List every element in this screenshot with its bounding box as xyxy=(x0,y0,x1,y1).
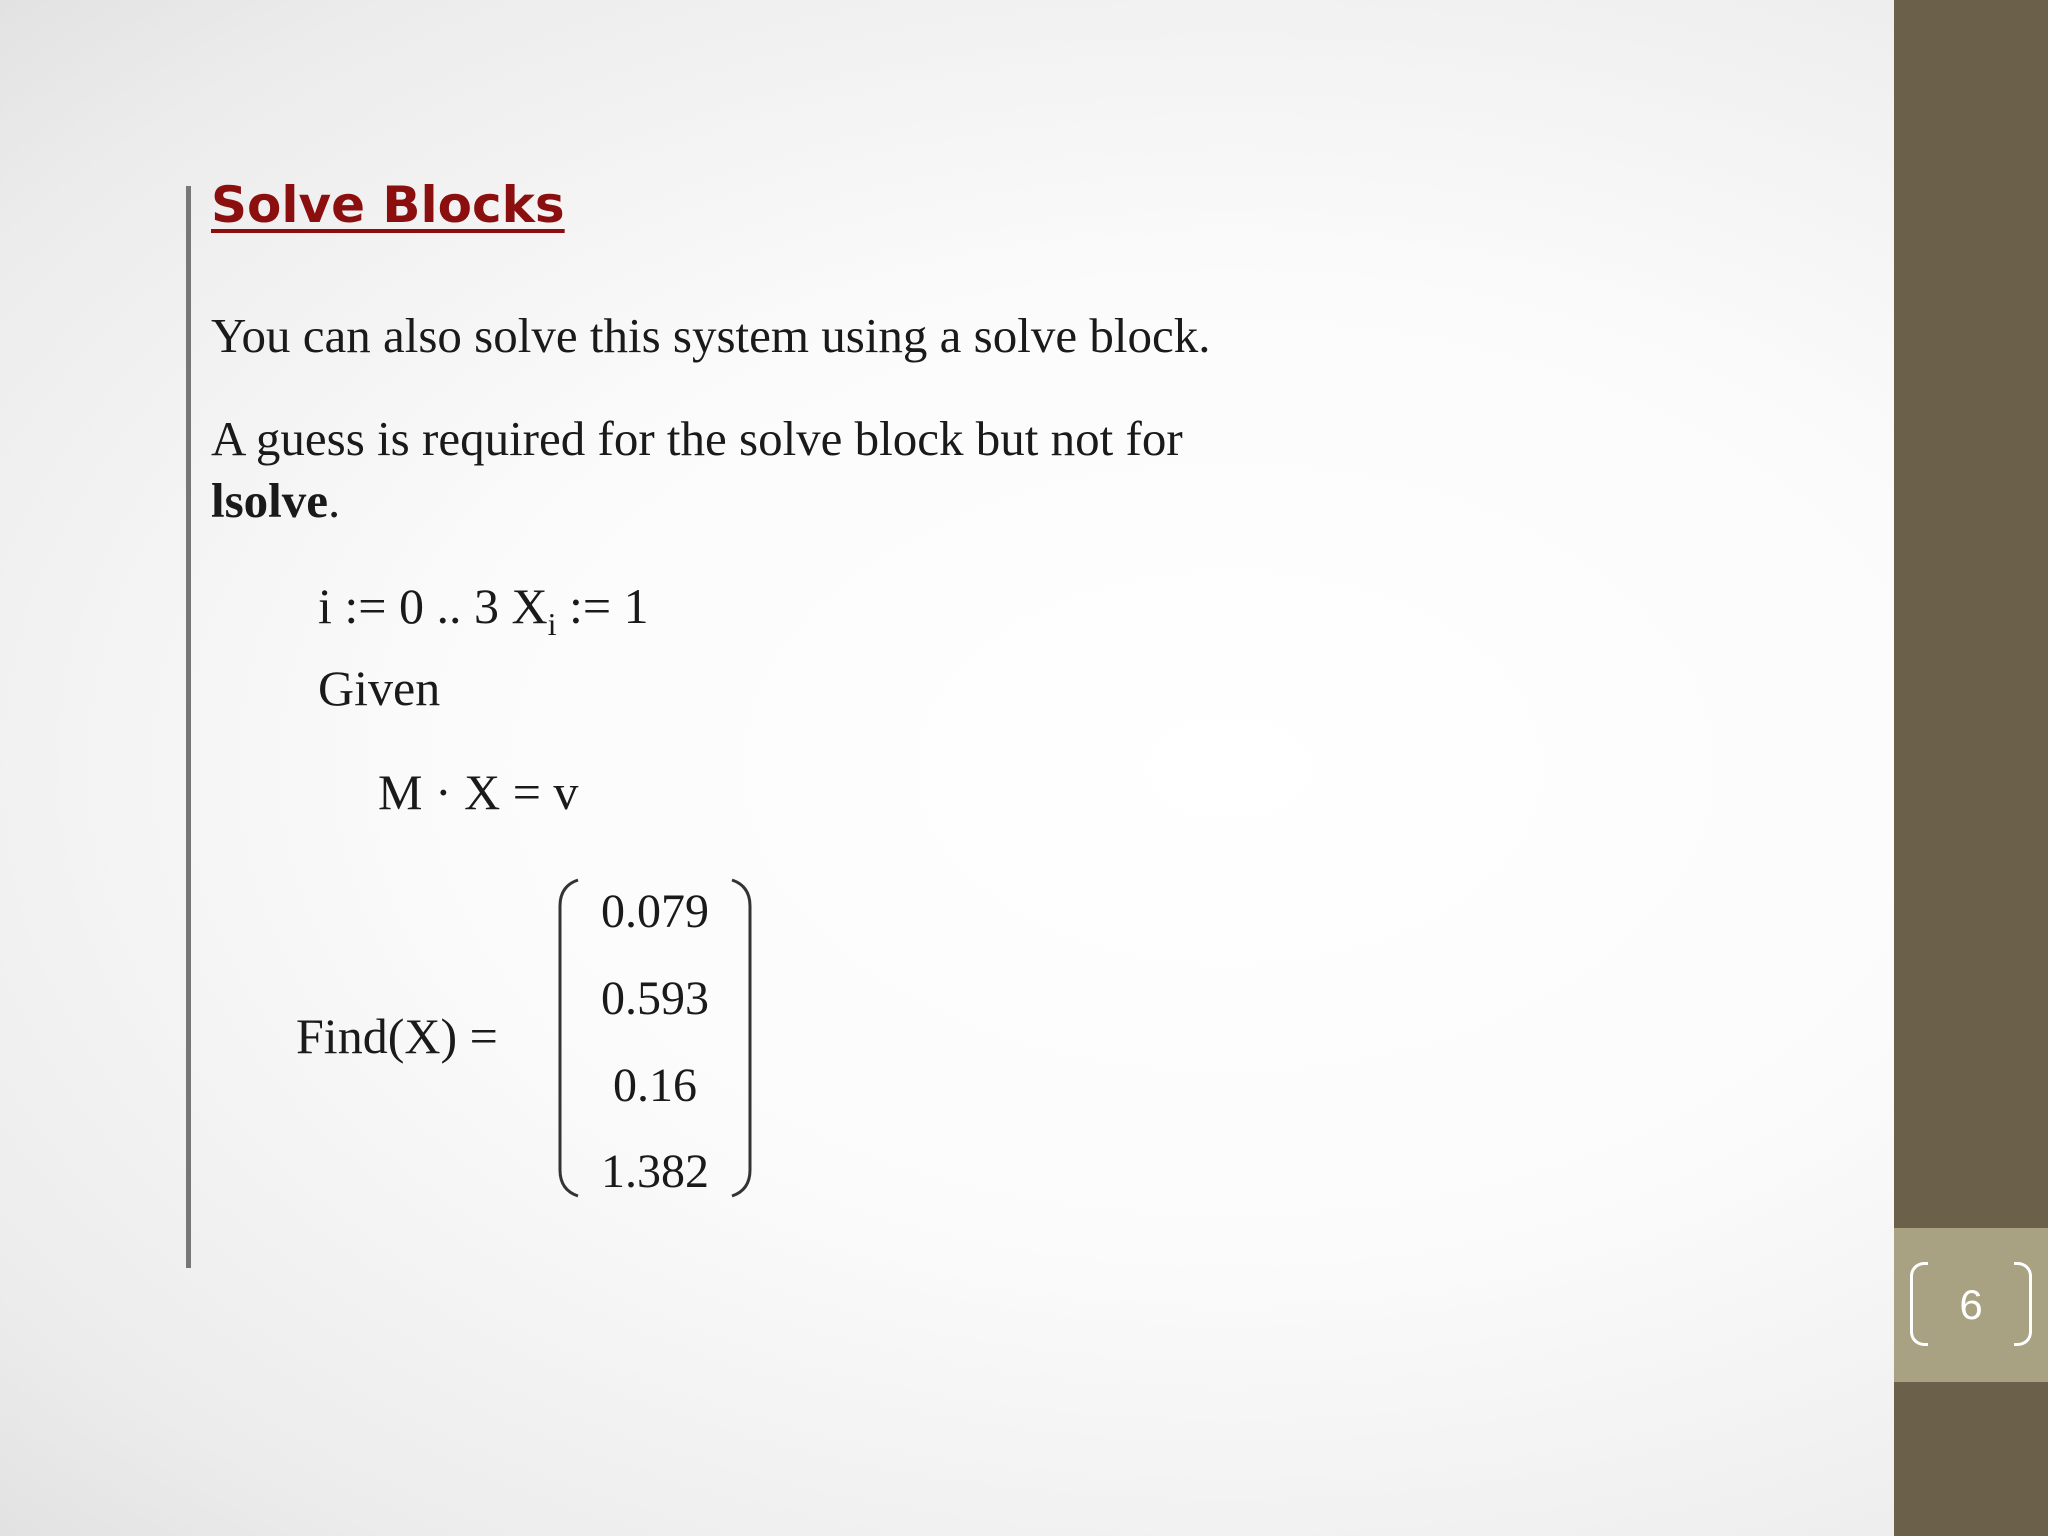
given-keyword: Given xyxy=(318,660,441,716)
slide-title: Solve Blocks xyxy=(211,176,565,234)
find-function-label: Find(X) = xyxy=(296,1008,498,1064)
matrix-value: 0.16 xyxy=(613,1059,697,1112)
result-matrix xyxy=(556,876,754,1200)
paragraph-solve-block: You can also solve this system using a solve block. xyxy=(211,308,1211,363)
lsolve-keyword: lsolve xyxy=(211,473,329,528)
matrix-value: 0.079 xyxy=(601,885,709,938)
range-definition xyxy=(318,577,649,643)
content-divider xyxy=(186,186,191,1268)
paragraph-guess-required xyxy=(211,408,1183,532)
constraint-equation: M · X = v xyxy=(378,764,579,820)
paragraph-period: . xyxy=(328,473,341,528)
page-number: 6 xyxy=(1959,1281,1983,1328)
range-assign-text: := 1 xyxy=(556,578,649,634)
page-number-badge xyxy=(1894,1228,2048,1382)
range-subscript: i xyxy=(547,606,557,642)
matrix-value: 0.593 xyxy=(601,972,709,1025)
matrix-value: 1.382 xyxy=(601,1145,709,1198)
paragraph-guess-text: A guess is required for the solve block but not for xyxy=(211,411,1183,466)
range-def-text: i := 0 .. 3 X xyxy=(318,578,548,634)
